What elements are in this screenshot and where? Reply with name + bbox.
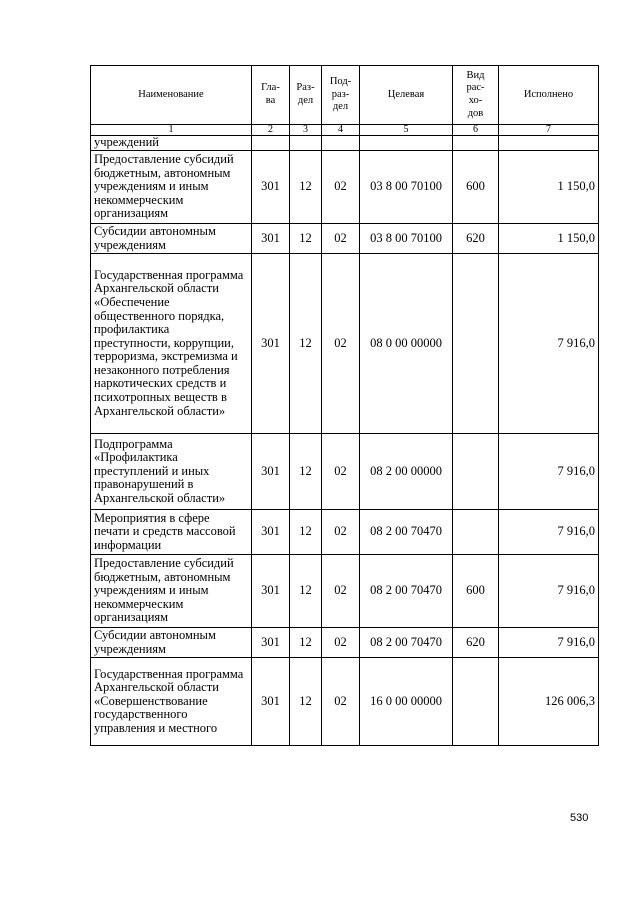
col-number: 2 [252, 125, 290, 136]
table-row [91, 151, 599, 224]
row-name: Государственная программа Архангельской области «Обеспечение общественного порядка, профилактика преступности, коррупции, терроризма, экстремизма и незаконного потребления наркотических средств и психотропных веществ в Архангельской области» [91, 254, 252, 434]
row-section [290, 136, 322, 151]
row-chapter: 301 [252, 151, 290, 224]
row-expense-type: 600 [453, 555, 499, 628]
row-chapter: 301 [252, 224, 290, 254]
row-expense-type [453, 658, 499, 746]
header-subsection: Под- раз- дел [322, 66, 360, 125]
row-target: 08 2 00 70470 [360, 555, 453, 628]
header-section: Раз- дел [290, 66, 322, 125]
header-chapter: Гла- ва [252, 66, 290, 125]
table-row [91, 254, 599, 434]
row-subsection [322, 136, 360, 151]
col-number: 5 [360, 125, 453, 136]
row-section: 12 [290, 658, 322, 746]
row-executed: 126 006,3 [499, 658, 599, 746]
col-number: 1 [91, 125, 252, 136]
table-row [91, 628, 599, 658]
header-target: Целевая [360, 66, 453, 125]
row-name: Субсидии автономным учреждениям [91, 628, 252, 658]
header-name: Наименование [91, 66, 252, 125]
row-section: 12 [290, 628, 322, 658]
row-subsection: 02 [322, 224, 360, 254]
row-target: 16 0 00 00000 [360, 658, 453, 746]
table-row [91, 555, 599, 628]
row-subsection: 02 [322, 555, 360, 628]
row-target: 08 2 00 70470 [360, 510, 453, 555]
row-subsection: 02 [322, 658, 360, 746]
col-number: 7 [499, 125, 599, 136]
header-expense-type: Вид рас- хо- дов [453, 66, 499, 125]
row-name: Подпрограмма «Профилактика преступлений и иных правонарушений в Архангельской области» [91, 434, 252, 510]
row-subsection: 02 [322, 254, 360, 434]
table-row [91, 658, 599, 746]
row-name: Мероприятия в сфере печати и средств массовой информации [91, 510, 252, 555]
row-chapter: 301 [252, 510, 290, 555]
row-target: 08 0 00 00000 [360, 254, 453, 434]
row-chapter: 301 [252, 434, 290, 510]
row-executed: 7 916,0 [499, 254, 599, 434]
row-section: 12 [290, 555, 322, 628]
row-executed: 7 916,0 [499, 555, 599, 628]
row-subsection: 02 [322, 628, 360, 658]
header-executed: Исполнено [499, 66, 599, 125]
row-target: 08 2 00 70470 [360, 628, 453, 658]
row-chapter: 301 [252, 555, 290, 628]
table-row [91, 224, 599, 254]
row-subsection: 02 [322, 434, 360, 510]
row-name: Предоставление субсидий бюджетным, автономным учреждениям и иным некоммерческим организациям [91, 555, 252, 628]
row-expense-type [453, 136, 499, 151]
row-target: 03 8 00 70100 [360, 151, 453, 224]
row-subsection: 02 [322, 151, 360, 224]
row-name: Государственная программа Архангельской области «Совершенствование государственного управления и местного [91, 658, 252, 746]
row-name: Предоставление субсидий бюджетным, автономным учреждениям и иным некоммерческим организациям [91, 151, 252, 224]
row-executed: 7 916,0 [499, 510, 599, 555]
row-expense-type: 600 [453, 151, 499, 224]
row-section: 12 [290, 151, 322, 224]
page-number: 530 [570, 812, 589, 824]
row-chapter: 301 [252, 254, 290, 434]
row-expense-type [453, 434, 499, 510]
col-number: 4 [322, 125, 360, 136]
col-number: 6 [453, 125, 499, 136]
budget-table [90, 65, 599, 746]
row-name: учреждений [91, 136, 252, 151]
row-section: 12 [290, 434, 322, 510]
row-executed: 1 150,0 [499, 151, 599, 224]
row-chapter: 301 [252, 658, 290, 746]
row-target [360, 136, 453, 151]
row-expense-type [453, 510, 499, 555]
row-target: 03 8 00 70100 [360, 224, 453, 254]
row-section: 12 [290, 510, 322, 555]
row-section: 12 [290, 224, 322, 254]
row-chapter: 301 [252, 628, 290, 658]
row-chapter [252, 136, 290, 151]
col-number: 3 [290, 125, 322, 136]
row-expense-type: 620 [453, 628, 499, 658]
row-executed: 7 916,0 [499, 434, 599, 510]
table-row [91, 510, 599, 555]
row-executed: 7 916,0 [499, 628, 599, 658]
row-expense-type: 620 [453, 224, 499, 254]
column-number-row [91, 125, 599, 136]
row-executed [499, 136, 599, 151]
row-target: 08 2 00 00000 [360, 434, 453, 510]
row-subsection: 02 [322, 510, 360, 555]
table-row [91, 434, 599, 510]
row-name: Субсидии автономным учреждениям [91, 224, 252, 254]
row-executed: 1 150,0 [499, 224, 599, 254]
table-row [91, 136, 599, 151]
row-expense-type [453, 254, 499, 434]
header-row [91, 66, 599, 125]
row-section: 12 [290, 254, 322, 434]
